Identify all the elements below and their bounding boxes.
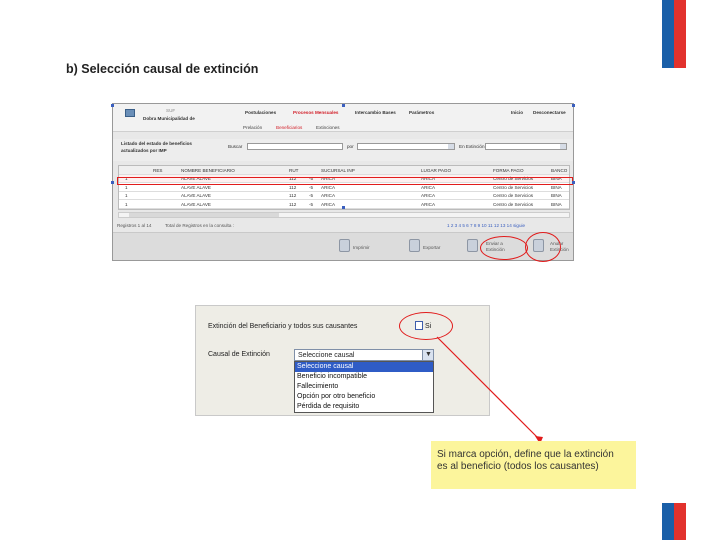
records-range: Registros 1 al 14 <box>117 223 152 228</box>
por-label: por <box>347 144 354 149</box>
row-cell: ARICA <box>421 193 436 198</box>
col-sucursal: SUCURSAL INP <box>321 167 355 173</box>
row-cell: ARICA <box>321 184 336 190</box>
extincion-label: Extinción del Beneficiario y todos sus causantes <box>208 323 358 330</box>
si-label: Si <box>425 323 432 330</box>
col-lugar-pago: LUGAR PAGO <box>421 167 452 173</box>
list-title-line1: Listado del estado de beneficios <box>121 141 192 146</box>
row-cell: Centro de Servicios <box>493 176 534 181</box>
col-res: RES <box>153 167 163 173</box>
note-line-1: Si marca opción, define que la extinción <box>437 449 614 460</box>
app-suf-label: SUF <box>166 108 176 113</box>
causal-option[interactable]: Opción por otro beneficio <box>297 393 376 400</box>
row-cell: ARICA <box>421 201 436 207</box>
submenu-beneficiarios[interactable]: Beneficiarios <box>276 125 303 130</box>
row-cell: ALAVE ALAVE <box>181 201 211 207</box>
records-total: Total de Registros en la consulta : <box>165 223 234 228</box>
annotation-note <box>431 441 636 489</box>
menu-intercambio-bases[interactable]: Intercambio Bases <box>355 110 396 115</box>
row-cell: ARICA <box>421 184 436 190</box>
col-nombre: NOMBRE BENEFICIARIO <box>181 167 235 173</box>
row-cell: ALAVE ALAVE <box>181 184 211 190</box>
row-cell: ARICA <box>321 193 336 198</box>
causal-select-value: Seleccione causal <box>298 352 355 359</box>
menu-postulaciones[interactable]: Postulaciones <box>245 110 277 115</box>
en-extincion-label: En Extinción <box>459 144 485 149</box>
row-cell: 1 <box>125 193 128 198</box>
submenu-prelacion[interactable]: Prelación <box>243 125 263 130</box>
causal-option[interactable]: Beneficio incompatible <box>297 373 368 380</box>
row-cell: BINA <box>551 201 562 207</box>
enviar-extincion-button[interactable]: Enviar a Extinción <box>486 241 505 252</box>
exportar-button[interactable]: Exportar <box>423 245 441 250</box>
submenu-extinciones[interactable]: Extinciones <box>316 125 340 130</box>
causal-option[interactable]: Seleccione causal <box>295 362 433 372</box>
row-cell: 112 <box>289 176 297 181</box>
row-cell: -5 <box>309 201 314 207</box>
row-cell: -5 <box>309 184 314 190</box>
col-forma-pago: FORMA PAGO <box>493 167 524 173</box>
row-cell: 112 <box>289 184 297 190</box>
row-cell: BINA <box>551 184 562 190</box>
row-cell: 112 <box>289 193 297 198</box>
menu-inicio[interactable]: Inicio <box>511 110 523 115</box>
row-cell: ARICA <box>321 201 336 207</box>
causal-option[interactable]: Pérdida de requisito <box>297 403 360 410</box>
note-line-2: es al beneficio (todos los causantes) <box>437 461 599 472</box>
row-cell: 112 <box>289 201 297 207</box>
row-cell: BINA <box>551 176 562 181</box>
row-cell: 1 <box>125 184 128 190</box>
row-cell: Centro de Servicios <box>493 193 534 198</box>
row-cell: Centro de Servicios <box>493 184 534 190</box>
imprimir-button[interactable]: Imprimir <box>353 245 370 250</box>
causal-label: Causal de Extinción <box>208 351 270 358</box>
pagination[interactable]: 1 2 3 4 5 6 7 8 9 10 11 12 13 14 siguie <box>447 223 526 228</box>
row-cell: ARICA <box>421 176 436 181</box>
buscar-label: Buscar <box>228 144 243 149</box>
row-cell: BINA <box>551 193 562 198</box>
anular-extincion-button[interactable]: Anular Extinción <box>550 241 569 252</box>
row-cell: 1 <box>125 201 128 207</box>
menu-procesos-mensuales[interactable]: Procesos Mensuales <box>293 110 339 115</box>
menu-desconectarse[interactable]: Desconectarse <box>533 110 566 115</box>
col-banco: BANCO <box>551 167 568 173</box>
menu-parametros[interactable]: Parámetros <box>409 110 435 115</box>
row-cell: ALAVE ALAVE <box>181 193 211 198</box>
chevron-down-icon[interactable]: ▼ <box>422 350 433 360</box>
slide-title: b) Selección causal de extinción <box>66 62 259 76</box>
col-rut: RUT <box>289 167 299 173</box>
row-cell: -5 <box>309 176 314 181</box>
causal-option[interactable]: Fallecimiento <box>297 383 339 390</box>
row-cell: ALAVE ALAVE <box>181 176 211 181</box>
row-cell: 1 <box>125 176 128 181</box>
row-cell: ARICA <box>321 176 336 181</box>
row-cell: Centro de Servicios <box>493 201 534 207</box>
list-title-line2: actualizados por IMP <box>121 148 167 153</box>
row-cell: -5 <box>309 193 314 198</box>
app-organization: Dobra Municipalidad de <box>143 116 195 121</box>
